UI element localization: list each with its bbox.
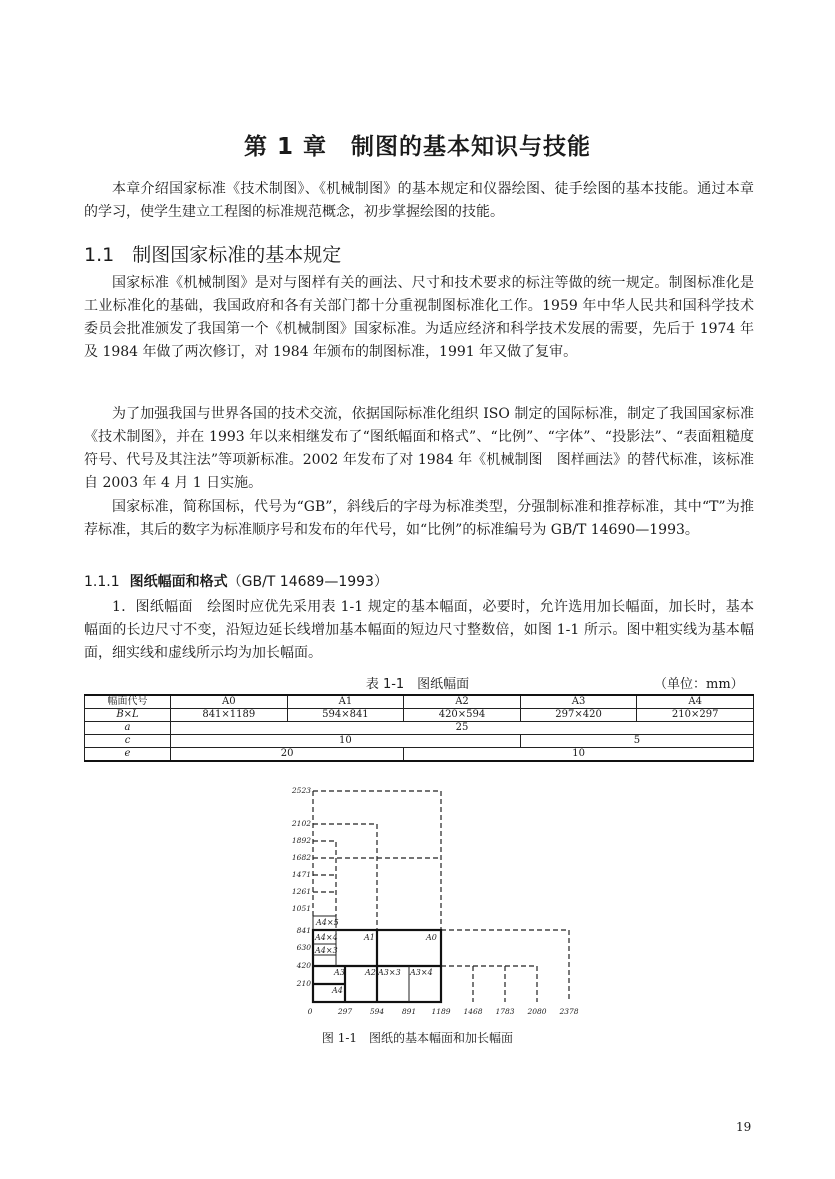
table-cell: 420×594 — [404, 709, 521, 722]
table-cell: 10 — [171, 735, 521, 748]
figure-caption: 图 1-1 图纸的基本幅面和加长幅面 — [321, 1031, 514, 1045]
y-tick: 210 — [296, 979, 311, 988]
y-axis-ticks — [291, 786, 311, 988]
table-row — [85, 709, 754, 722]
body-paragraph-2: 为了加强我国与世界各国的技术交流，依据国际标准化组织 ISO 制定的国际标准，制定了我国国家标准《技术制图》，并在 1993 年以来相继发布了“图纸幅面和格式”、“比例”、“字体”、“投影法”、“表面粗糙度符号、代号及其注法”等项新标准。2002 年发布了对 1984 年《机械制图 图样画法》的替代标准，该标准自 2003 年 4 月 1 日实施。 — [84, 406, 754, 491]
subsection-ref: （GB/T 14689—1993） — [227, 574, 388, 590]
table-cell: 210×297 — [637, 709, 754, 722]
format-label: A2 — [365, 968, 376, 977]
format-label: A3×3 — [378, 968, 401, 977]
row-label: B×L — [85, 709, 171, 722]
x-axis-ticks — [308, 1007, 579, 1016]
x-tick: 0 — [307, 1007, 313, 1016]
row-label: e — [85, 748, 171, 762]
y-tick: 630 — [296, 943, 311, 952]
y-tick: 1051 — [291, 904, 311, 913]
paper-format-figure — [270, 778, 590, 1023]
y-tick: 1471 — [291, 870, 311, 879]
y-tick: 1892 — [291, 836, 311, 845]
section-number: 1.1 — [84, 244, 115, 266]
table-cell: 594×841 — [287, 709, 404, 722]
table-cell: 297×420 — [520, 709, 637, 722]
body-paragraph-3: 国家标准，简称国标，代号为“GB”，斜线后的字母为标准类型，分强制标准和推荐标准，其中“T”为推荐标准，其后的数字为标准顺序号和发布的年代号，如“比例”的标准编号为 GB/T 14690—1993。 — [84, 499, 754, 538]
subsection-paragraph: 1．图纸幅面 绘图时应优先采用表 1-1 规定的基本幅面，必要时，允许选用加长幅面，加长时，基本幅面的长边尺寸不变，沿短边延长线增加基本幅面的短边尺寸整数倍，如图 1-1 所示。图中粗实线为基本幅面，细实线和虚线所示均为加长幅面。 — [84, 599, 754, 661]
intro-paragraph: 本章介绍国家标准《技术制图》、《机械制图》的基本规定和仪器绘图、徒手绘图的基本技能。通过本章的学习，使学生建立工程图的标准规范概念，初步掌握绘图的技能。 — [84, 181, 754, 220]
format-label: A0 — [426, 933, 437, 942]
table-row — [85, 722, 754, 735]
y-tick: 420 — [296, 961, 311, 970]
table-header-cell: A1 — [287, 695, 404, 709]
section-title: 制图国家标准的基本规定 — [132, 244, 342, 266]
table-row — [85, 735, 754, 748]
x-tick: 1783 — [495, 1007, 515, 1016]
body-paragraph-1: 国家标准《机械制图》是对与图样有关的画法、尺寸和技术要求的标注等做的统一规定。制图标准化是工业标准化的基础，我国政府和各有关部门都十分重视制图标准化工作。1959 年中华人民共和国科学技术委员会批准颁发了我国第一个《机械制图》国家标准。为适应经济和科学技术发展的需要，先后于 1974 年及 1984 年做了两次修订，对 1984 年颁布的制图标准，1991 年又做了复审。 — [84, 275, 754, 360]
table-cell: 25 — [171, 722, 754, 735]
row-label: c — [85, 735, 171, 748]
table-unit: （单位：mm） — [654, 677, 744, 692]
table-header-cell: 幅面代号 — [85, 695, 171, 709]
x-tick: 2378 — [559, 1007, 579, 1016]
paper-format-table — [84, 694, 754, 762]
table-cell: 20 — [171, 748, 404, 762]
y-tick: 1261 — [291, 887, 311, 896]
subsection-title: 图纸幅面和格式 — [129, 574, 228, 590]
table-caption: 表 1-1 图纸幅面 — [365, 677, 470, 692]
format-label: A3 — [334, 968, 345, 977]
y-tick: 2102 — [291, 819, 311, 828]
page-number: 19 — [736, 1120, 752, 1134]
y-tick: 841 — [296, 926, 311, 935]
table-cell: 10 — [404, 748, 754, 762]
table-header-cell: A0 — [171, 695, 288, 709]
y-tick: 2523 — [291, 786, 311, 795]
format-label: A1 — [364, 933, 375, 942]
x-tick: 1189 — [431, 1007, 451, 1016]
chapter-title: 第 1 章 制图的基本知识与技能 — [243, 134, 592, 160]
table-row — [85, 748, 754, 762]
row-label: a — [85, 722, 171, 735]
format-label: A4×4 — [315, 933, 338, 942]
subsection-number: 1.1.1 — [84, 574, 120, 590]
format-label: A4×5 — [316, 918, 339, 927]
table-cell: 5 — [520, 735, 753, 748]
section-heading — [84, 240, 341, 267]
subsection-heading — [84, 571, 388, 591]
y-tick: 1682 — [291, 853, 311, 862]
format-label: A3×4 — [410, 968, 433, 977]
x-tick: 297 — [337, 1007, 353, 1016]
x-tick: 891 — [401, 1007, 417, 1016]
format-label: A4 — [332, 986, 343, 995]
x-tick: 1468 — [463, 1007, 483, 1016]
table-header-cell: A2 — [404, 695, 521, 709]
table-header-cell: A3 — [520, 695, 637, 709]
table-header-row — [85, 695, 754, 709]
x-tick: 2080 — [527, 1007, 547, 1016]
format-label: A4×3 — [315, 946, 338, 955]
x-tick: 594 — [369, 1007, 385, 1016]
table-cell: 841×1189 — [171, 709, 288, 722]
table-header-cell: A4 — [637, 695, 754, 709]
